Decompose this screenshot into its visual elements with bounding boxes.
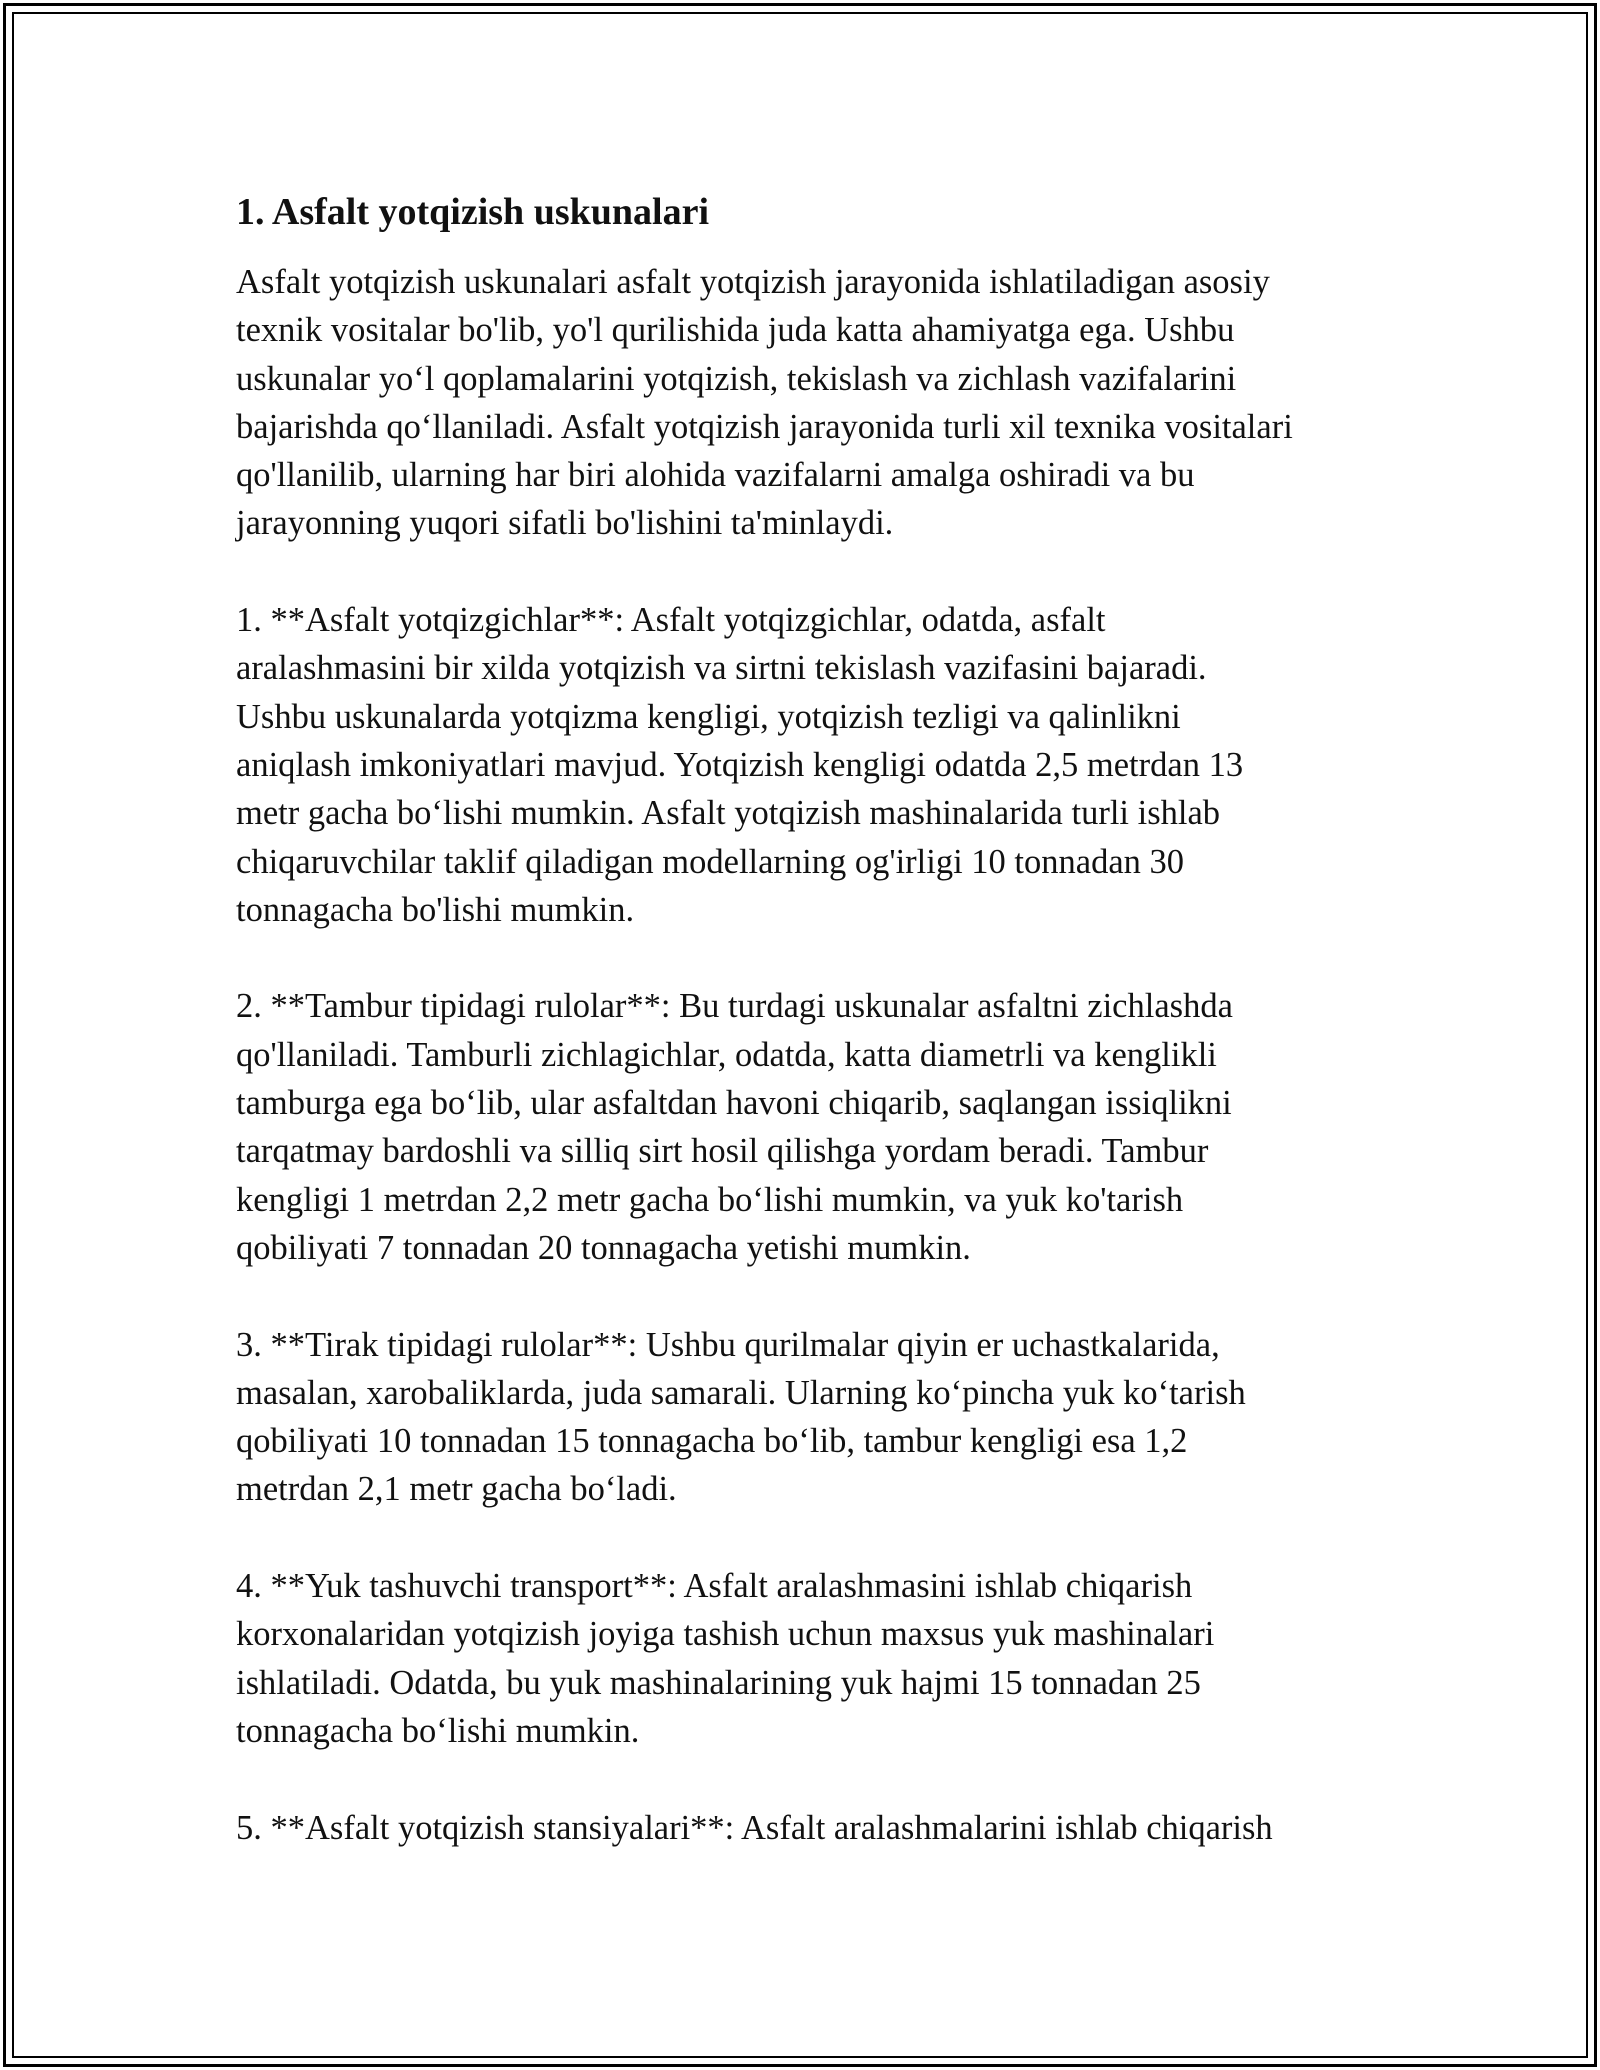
text-line: masalan, xarobaliklarda, juda samarali. Ularning ko‘pincha yuk ko‘tarish — [236, 1373, 1246, 1412]
text-line: qo'llanilib, ularning har biri alohida vazifalarni amalga oshiradi va bu — [236, 456, 1195, 495]
text-line: uskunalar yo‘l qoplamalarini yotqizish, tekislash va zichlash vazifalarini — [236, 359, 1237, 398]
paragraph — [236, 1804, 1366, 1852]
text-line: 5. **Asfalt yotqizish stansiyalari**: Asfalt aralashmalarini ishlab chiqarish — [236, 1808, 1273, 1847]
text-line: kengligi 1 metrdan 2,2 metr gacha bo‘lishi mumkin, va yuk ko'tarish — [236, 1180, 1184, 1219]
paragraph — [236, 982, 1366, 1272]
paragraph-list — [236, 258, 1366, 1852]
text-line: tonnagacha bo‘lishi mumkin. — [236, 1711, 640, 1750]
text-line: jarayonning yuqori sifatli bo'lishini ta'minlaydi. — [236, 504, 894, 543]
section-title: 1. Asfalt yotqizish uskunalari — [236, 191, 709, 233]
text-line: 2. **Tambur tipidagi rulolar**: Bu turdagi uskunalar asfaltni zichlashda — [236, 987, 1233, 1026]
paragraph — [236, 1562, 1366, 1755]
text-line: chiqaruvchilar taklif qiladigan modellarning og'irligi 10 tonnadan 30 — [236, 842, 1185, 881]
text-line: tarqatmay bardoshli va silliq sirt hosil qilishga yordam beradi. Tambur — [236, 1132, 1209, 1171]
text-line: tonnagacha bo'lishi mumkin. — [236, 890, 635, 929]
paragraph — [236, 1321, 1366, 1514]
text-line: metr gacha bo‘lishi mumkin. Asfalt yotqizish mashinalarida turli ishlab — [236, 794, 1221, 833]
text-line: qobiliyati 7 tonnadan 20 tonnagacha yetishi mumkin. — [236, 1228, 971, 1267]
text-line: korxonalaridan yotqizish joyiga tashish uchun maxsus yuk mashinalari — [236, 1615, 1215, 1654]
text-line: 3. **Tirak tipidagi rulolar**: Ushbu qurilmalar qiyin er uchastkalarida, — [236, 1325, 1220, 1364]
paragraph — [236, 258, 1366, 548]
text-line: texnik vositalar bo'lib, yo'l qurilishida juda katta ahamiyatga ega. Ushbu — [236, 311, 1235, 350]
text-line: tamburga ega bo‘lib, ular asfaltdan havoni chiqarib, saqlangan issiqlikni — [236, 1084, 1232, 1123]
text-line: qobiliyati 10 tonnadan 15 tonnagacha bo‘lib, tambur kengligi esa 1,2 — [236, 1422, 1188, 1461]
text-line: 1. **Asfalt yotqizgichlar**: Asfalt yotqizgichlar, odatda, asfalt — [236, 601, 1106, 640]
text-line: bajarishda qo‘llaniladi. Asfalt yotqizish jarayonida turli xil texnika vositalari — [236, 407, 1293, 446]
text-line: metrdan 2,1 metr gacha bo‘ladi. — [236, 1470, 677, 1509]
text-line: 4. **Yuk tashuvchi transport**: Asfalt aralashmasini ishlab chiqarish — [236, 1567, 1193, 1606]
text-line: Ushbu uskunalarda yotqizma kengligi, yotqizish tezligi va qalinlikni — [236, 697, 1181, 736]
text-line: Asfalt yotqizish uskunalari asfalt yotqizish jarayonida ishlatiladigan asosiy — [236, 263, 1270, 301]
paragraph — [236, 596, 1366, 934]
document-body — [236, 188, 1366, 1900]
text-line: qo'llaniladi. Tamburli zichlagichlar, odatda, katta diametrli va kenglikli — [236, 1035, 1217, 1074]
text-line: ishlatiladi. Odatda, bu yuk mashinalarining yuk hajmi 15 tonnadan 25 — [236, 1663, 1201, 1702]
text-line: aniqlash imkoniyatlari mavjud. Yotqizish kengligi odatda 2,5 metrdan 13 — [236, 745, 1244, 784]
text-line: aralashmasini bir xilda yotqizish va sirtni tekislash vazifasini bajaradi. — [236, 649, 1207, 688]
